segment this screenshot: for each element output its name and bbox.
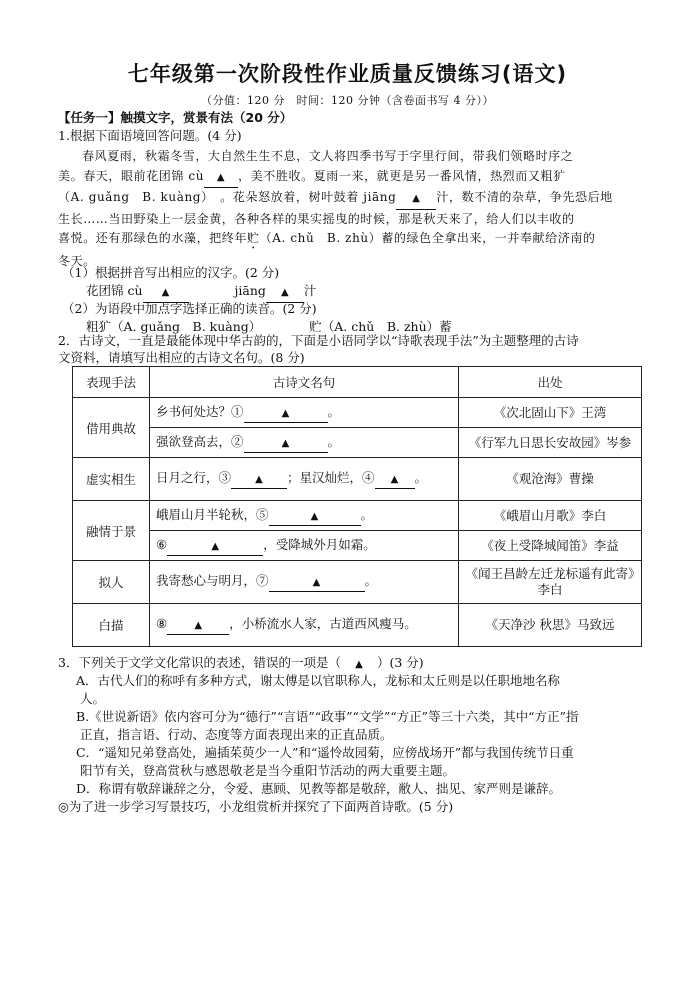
q3-option-a[interactable]: A．古代人们的称呼有多种方式，谢太傅是以官职称人，龙标和太丘则是以任职地地名称 人。	[76, 673, 561, 706]
source-cell: 《观沧海》曹操	[459, 458, 642, 501]
answer-blank[interactable]: ▲	[269, 506, 361, 526]
poem-cell: 日月之行，③ ▲ ；星汉灿烂，④ ▲ 。	[150, 458, 459, 501]
answer-blank[interactable]: ▲	[231, 469, 287, 489]
passage-line: 美。春天，眼前花团锦 cù ▲ ，美不胜收。夏雨一来，就更是另一番风情，热烈而又粗犷	[58, 167, 642, 189]
answer-blank[interactable]: ▲	[143, 282, 189, 303]
table-header-row	[73, 367, 642, 398]
answer-blank[interactable]: ▲	[355, 659, 363, 670]
q3-option-b[interactable]: B.《世说新语》依内容可分为“德行”“言语”“政事”“文学”“方正”等三十六类，其中“方正”指 正直，指言语、行动、态度等方面表现出来的正直品质。	[76, 709, 579, 742]
answer-blank[interactable]: ▲	[167, 615, 229, 635]
poetry-table	[72, 366, 642, 647]
poem-cell: 峨眉山月半轮秋，⑤ ▲ 。	[150, 501, 459, 531]
q3-option-d[interactable]: D．称谓有敬辞谦辞之分，令爱、惠顾、见教等都是敬辞，敝人、拙见、家严则是谦辞。	[76, 781, 562, 796]
poem-cell: 强欲登高去，② ▲ 。	[150, 428, 459, 458]
technique-cell: 虚实相生	[73, 458, 150, 501]
technique-cell: 拟人	[73, 561, 150, 604]
poem-cell: ⑧ ▲ ，小桥流水人家，古道西风瘦马。	[150, 604, 459, 647]
header-technique: 表现手法	[73, 367, 150, 398]
answer-blank[interactable]: ▲	[244, 403, 328, 423]
header-source: 出处	[459, 367, 642, 398]
technique-cell: 白描	[73, 604, 150, 647]
q3-stem: 3．下列关于文学文化常识的表述，错误的一项是（ ▲ ）(3 分)	[58, 654, 424, 674]
poem-cell: 我寄愁心与明月，⑦ ▲ 。	[150, 561, 459, 604]
q1-stem: 1.根据下面语境回答问题。(4 分)	[58, 128, 242, 143]
table-row	[73, 531, 642, 561]
passage-line: 喜悦。还有那绿色的水藻，把终年贮（A. chǔ B. zhù）蓄的绿色全拿出来，一并奉献给济南的	[58, 231, 596, 245]
q2-stem-2: 文资料，请填写出相应的古诗文名句。(8 分)	[58, 350, 305, 365]
q1-sub2-options: 粗犷（A. guǎng B. kuàng） 贮（A. chǔ B. zhù）蓄	[86, 319, 452, 334]
table-row	[73, 604, 642, 647]
answer-blank[interactable]: ▲	[167, 536, 263, 556]
source-cell: 《行军九日思长安故园》岑参	[459, 428, 642, 458]
page-title: 七年级第一次阶段性作业质量反馈练习(语文)	[127, 62, 568, 86]
source-cell: 《峨眉山月歌》李白	[459, 501, 642, 531]
q2-stem-1: 2．古诗文，一直是最能体现中华古韵的，下面是小语同学以“诗歌表现手法”为主题整理的古诗	[58, 333, 579, 348]
table-row	[73, 501, 642, 531]
source-cell: 《天净沙 秋思》马致远	[459, 604, 642, 647]
table-row	[73, 428, 642, 458]
source-cell: 《闻王昌龄左迁龙标遥有此寄》李白	[459, 561, 642, 604]
answer-blank[interactable]: ▲	[375, 469, 415, 489]
q1-passage	[58, 147, 642, 272]
exam-info: （分值：120 分 时间：120 分钟（含卷面书写 4 分））	[201, 94, 494, 107]
table-row	[73, 398, 642, 428]
task1-heading: 【任务一】触摸文字，赏景有法（20 分）	[58, 110, 293, 125]
table-row	[73, 561, 642, 604]
passage-line: （A. guǎng B. kuàng） 。花朵怒放着，树叶鼓着 jiāng ▲ 汁，数不清的杂草，争先恐后地	[58, 188, 642, 210]
passage-line: 冬天。	[58, 254, 96, 268]
answer-blank[interactable]: ▲	[244, 433, 328, 453]
answer-blank[interactable]: ▲	[266, 282, 304, 303]
q4-intro: ◎为了进一步学习写景技巧，小龙组赏析并探究了下面两首诗歌。(5 分)	[58, 799, 454, 814]
source-cell: 《夜上受降城闻笛》李益	[459, 531, 642, 561]
passage-line: 春风夏雨，秋霜冬雪，大自然生生不息，文人将四季书写于字里行间，带我们领略时序之	[82, 149, 574, 163]
answer-blank[interactable]: ▲	[396, 188, 436, 210]
source-cell: 《次北固山下》王湾	[459, 398, 642, 428]
technique-cell: 融情于景	[73, 501, 150, 561]
passage-line: 生长……当田野染上一层金黄，各种各样的果实摇曳的时候，那是秋天来了，给人们以丰收的	[58, 211, 575, 226]
table-row	[73, 458, 642, 501]
poem-cell: 乡书何处达？① ▲ 。	[150, 398, 459, 428]
q1-sub2: （2）为语段中加点字选择正确的读音。(2 分)	[62, 301, 317, 316]
answer-blank[interactable]: ▲	[269, 572, 365, 592]
q1-sub1-answers: 花团锦 cù ▲ jiāng ▲ 汁	[86, 282, 316, 303]
technique-cell: 借用典故	[73, 398, 150, 458]
q3-option-c[interactable]: C．“遥知兄弟登高处，遍插茱萸少一人”和“遥怜故园菊，应傍战场开”都与我国传统节日重 阳节有关，登高赏秋与感恩敬老是当今重阳节活动的两大重要主题。	[76, 745, 574, 778]
answer-blank[interactable]: ▲	[204, 167, 238, 189]
q1-sub1: （1）根据拼音写出相应的汉字。(2 分)	[62, 265, 280, 280]
poem-cell: ⑥ ▲ ，受降城外月如霜。	[150, 531, 459, 561]
header-poem: 古诗文名句	[150, 367, 459, 398]
